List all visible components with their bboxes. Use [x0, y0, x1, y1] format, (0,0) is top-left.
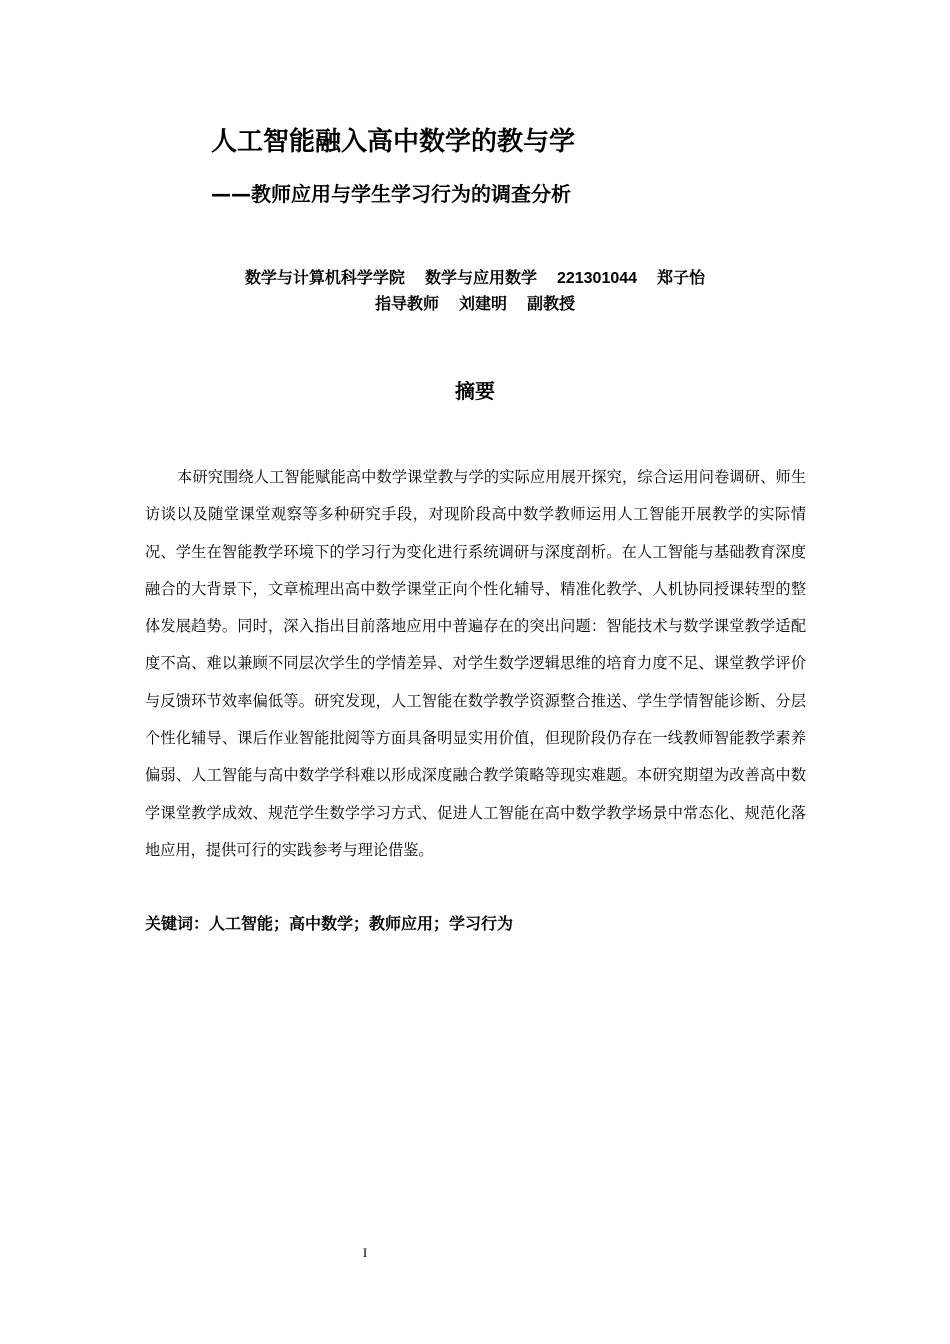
keywords: 关键词：人工智能；高中数学；教师应用；学习行为	[145, 914, 514, 933]
advisor-label: 指导教师	[374, 294, 439, 313]
author-info-line	[0, 266, 950, 291]
abstract-body: 本研究围绕人工智能赋能高中数学课堂教与学的实际应用展开探究，综合运用问卷调研、师生访谈以及随堂课堂观察等多种研究手段，对现阶段高中数学教师运用人工智能开展教学的实际情况、学生在智能教学环境下的学习行为变化进行系统调研与深度剖析。在人工智能与基础教育深度融合的大背景下，文章梳理出高中数学课堂正向个性化辅导、精准化教学、人机协同授课转型的整体发展趋势。同时，深入指出目前落地应用中普遍存在的突出问题：智能技术与数学课堂教学适配度不高、难以兼顾不同层次学生的学情差异、对学生数学逻辑思维的培育力度不足、课堂教学评价与反馈环节效率偏低等。研究发现，人工智能在数学教学资源整合推送、学生学情智能诊断、分层个性化辅导、课后作业智能批阅等方面具备明显实用价值，但现阶段仍存在一线教师智能教学素养偏弱、人工智能与高中数学学科难以形成深度融合教学策略等现实难题。本研究期望为改善高中数学课堂教学成效、规范学生数学学习方式、促进人工智能在高中数学教学场景中常态化、规范化落地应用，提供可行的实践参考与理论借鉴。	[145, 468, 806, 859]
advisor-title: 副教授	[527, 294, 576, 313]
paper-subtitle: ——教师应用与学生学习行为的调查分析	[211, 182, 571, 206]
page-number: I	[362, 1245, 368, 1260]
author-major: 数学与应用数学	[424, 268, 537, 287]
paper-title: 人工智能融入高中数学的教与学	[211, 127, 576, 157]
abstract-heading: 摘要	[455, 379, 495, 403]
advisor-info-line	[0, 292, 950, 316]
student-id: 221301044	[556, 270, 638, 287]
author-name: 郑子怡	[657, 268, 706, 287]
advisor-name: 刘建明	[458, 294, 507, 313]
author-school: 数学与计算机科学学院	[244, 268, 405, 287]
